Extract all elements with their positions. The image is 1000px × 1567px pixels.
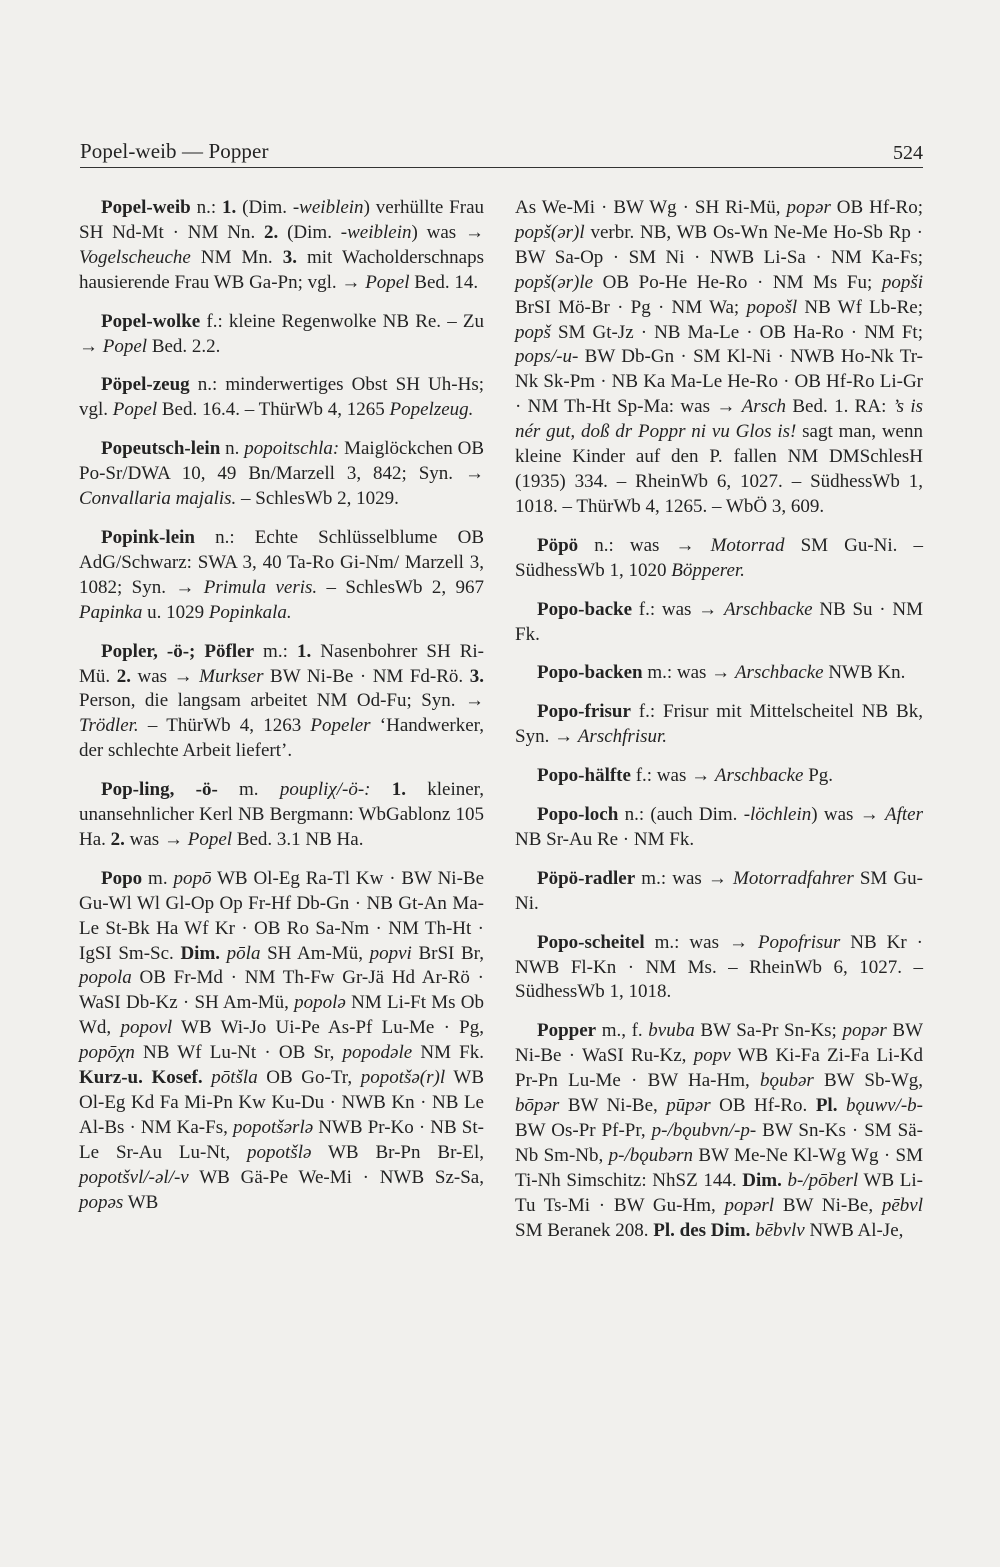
entry-text: BW Db-Gn · SM Kl-Ni · NWB Ho-Nk Tr-Nk Sk-Pm · NB Ka Ma-Le He-Ro · OB Hf-Ro Li-Gr · NM Th-Ht Sp-Ma: was → [515,346,923,418]
entry-text: (Dim. [236,197,293,218]
entry-text: WB Li-Tu Ts-Mi · BW Gu-Hm, [515,1169,923,1216]
entry-text: Pg. [803,765,834,787]
entry-text: BW Sa-Pr Sn-Ks; [694,1020,843,1042]
entry-text: BW Ni-Be · NM Fd-Rö. [263,665,470,687]
entry-italic-text: Primula veris. [203,576,318,598]
entry-text: NM Fk. [412,1042,484,1064]
entry-headword: 1. [296,640,312,662]
entry-headword: Popo-frisur [537,701,631,723]
entry-italic-text: Arschbacke [723,598,813,620]
entry-text: f.: was → [632,598,724,620]
entry-text: WB Ol-Eg Kd Fa Mi-Pn Kw Ku-Du · NWB Kn · NB Le Al-Bs · NM Ka-Fs, [79,1067,485,1138]
entry-popel-weib [79,196,484,296]
entry-text: ) was → [411,221,484,243]
entry-popo-backen [515,661,923,686]
entry-italic-text: Arschbacke [734,662,824,684]
entry-italic-text: popši [881,271,923,293]
entry-italic-text: bǫuwv/-b- [845,1095,923,1117]
entry-text: SM Gt-Jz · NB Ma-Le · OB Ha-Ro · NM Ft; [550,321,923,343]
entry-italic-text: popər [786,197,831,218]
entry-headword: Popo-scheitel [537,931,645,953]
entry-headword: 3. [282,246,297,268]
entry-text: m.: [254,640,297,662]
entry-text: As We-Mi · BW Wg · SH Ri-Mü, [515,197,787,218]
entry-text: m.: was → [644,931,758,953]
entry-text: BW Sb-Wg, [813,1070,924,1092]
entry-text: ) was → [811,804,885,826]
entry-headword: Kurz-u. Kosef. [79,1067,203,1089]
entry-italic-text: Arschbacke [714,765,804,787]
entry-italic-text: popotšlə [247,1141,312,1163]
entry-headword: 2. [116,665,131,687]
entry-text: NM Mn. [190,246,283,268]
entry-headword: Pl. des Dim. [653,1219,751,1241]
entry-text: Bed. 2.2. [147,335,221,357]
entry-text: WB Ki-Fa Zi-Fa Li-Kd Pr-Pn Lu-Me · BW Ha-Hm, [515,1045,923,1092]
entry-headword: Pöpö [537,534,579,556]
entry-italic-text: p-/bǫubərn [608,1144,694,1166]
entry-popink-lein [79,526,484,626]
entry-headword: Popper [537,1020,597,1042]
entry-text: m.: was → [642,662,735,684]
entry-text: BW Ni-Be · WaSI Ru-Kz, [515,1020,923,1067]
entry-popo-haelfte [515,764,923,789]
entry-italic-text: Vogelscheuche [79,246,191,268]
entry-text: was → [130,665,200,687]
entry-italic-text: Arschfrisur. [577,726,668,748]
entry-italic-text: bǫubər [759,1070,814,1092]
entry-text: WB Br-Pn Br-El, [311,1141,484,1163]
entry-text: Bed. 3.1 NB Ha. [232,828,364,850]
entry-headword: Pöpel-zeug [101,374,190,396]
entry-headword: Popo-backen [537,662,643,684]
entry-italic-text: Popel [365,271,410,293]
entry-italic-text: p-/bǫubvn/-p- [651,1120,757,1141]
entry-text: BW Ni-Be, [774,1194,882,1216]
entry-text: – ThürWb 4, 1263 [138,715,311,737]
entry-popler [79,640,484,765]
entry-text: NB Wf Lu-Nt · OB Sr, [134,1042,343,1064]
entry-text: OB Hf-Ro; [830,197,923,218]
entry-headword: Pöpö-radler [537,867,636,889]
entry-popo [79,867,484,1216]
entry-headword: Dim. [742,1169,782,1191]
entry-text: Maiglöckchen OB Po-Sr/DWA 10, 49 Bn/Marzell 3, 842; Syn. → [79,438,485,485]
entry-italic-text: Popofrisur [757,931,841,953]
entry-text: verbr. NB, WB Os-Wn Ne-Me Ho-Sb Rp · BW Sa-Op · SM Ni · NWB Li-Sa · NM Ka-Fs; [515,221,923,268]
entry-italic-text: popodəle [342,1042,413,1064]
entry-text: SH Am-Mü, [260,942,370,964]
entry-headword: Popo-backe [537,598,632,620]
entry-italic-text: After [884,804,923,826]
entry-text: WB Ol-Eg Ra-Tl Kw · BW Ni-Be Gu-Wl Wl Gl-Op Op Fr-Hf Db-Gn · NB Gt-An Ma-Le St-Bk Ha Wf Kr · OB Ro Sa-Nm · NM Th-Ht · IgSI Sm-Sc. [79,867,484,964]
entry-text: (Dim. [278,221,341,243]
entry-italic-text: -weiblein [340,221,412,243]
entry-text: m. [142,867,174,889]
entry-text: f.: kleine Regenwolke NB Re. – Zu → [79,310,484,357]
entry-italic-text: -weiblein [292,197,364,218]
entry-italic-text: Motorrad [710,534,785,556]
entry-italic-text: popolə [294,992,346,1014]
entry-text: WB Gä-Pe We-Mi · NWB Sz-Sa, [188,1166,484,1188]
entry-italic-text: popš(ər)le [515,271,594,293]
entry-text: BW Ni-Be, [559,1095,667,1117]
entry-italic-text: popoitschla: [244,438,340,460]
entry-text: NB Sr-Au Re · NM Fk. [515,828,695,850]
entry-popper [515,1019,923,1243]
entry-italic-text: Trödler. [79,715,139,737]
entry-text: m. [217,779,280,801]
left-column [79,196,484,1230]
entry-italic-text: popš(ər)l [515,221,585,243]
entry-headword: Popo-hälfte [537,765,631,787]
entry-text: BW Os-Pr Pf-Pr, [515,1120,652,1141]
entry-italic-text: pēbvl [881,1194,923,1216]
entry-text: mit Wacholderschnaps hausierende Frau WB Ga-Pn; vgl. → [79,246,485,293]
entry-text: ) verhüllte Frau SH Nd-Mt · NM Nn. [79,197,484,243]
entry-text: Bed. 16.4. – ThürWb 4, 1265 [157,399,390,421]
entry-text: SM Beranek 208. [515,1219,654,1241]
entry-text: NWB Al-Je, [804,1219,904,1241]
entry-poepoe-radler [515,867,923,917]
entry-headword: 1. [222,197,237,218]
entry-italic-text: Popel [187,828,233,850]
entry-italic-text: popola [79,967,132,989]
entry-italic-text: popotšərlə [232,1116,314,1138]
entry-text: SM Gu-Ni. [515,867,923,914]
entry-italic-text: pops/-u- [515,346,579,368]
entry-italic-text: Popelzeug. [389,399,474,421]
entry-italic-text: popovl [120,1017,173,1039]
entry-italic-text: b-/pōberl [787,1169,859,1191]
entry-text: BW Sn-Ks · SM Sä-Nb Sm-Nb, [515,1120,923,1166]
entry-popo-loch [515,803,923,853]
entry-italic-text: popvi [369,942,412,964]
entry-italic-text: popošl [746,296,798,318]
entry-text: n. [220,438,245,460]
entry-text: BrSI Mö-Br · Pg · NM Wa; [515,296,747,318]
entry-popo-frisur [515,700,923,750]
entry-headword: 2. [264,221,279,243]
entry-italic-text: popotšvl/-əl/-v [79,1166,189,1188]
entry-text: OB Po-He He-Ro · NM Ms Fu; [593,271,882,293]
entry-italic-text: ’s is nér gut, doß dr Poppr ni vu Glos is! [515,396,923,443]
entry-italic-text: popō [173,867,212,889]
entry-text [837,1095,846,1116]
entry-text: n.: was → [578,534,711,556]
entry-italic-text: pouplіχ/-ö-: [279,779,371,801]
entry-text: u. 1029 [142,601,209,623]
entry-text: BrSI Br, [411,942,485,964]
entry-text: NB Wf Lb-Re; [797,296,924,318]
entry-text: n.: (auch Dim. [618,804,744,826]
entry-text: ‘Handwerker, der schlechte Arbeit liefert’. [79,715,484,762]
entry-text: NB Kr · NWB Fl-Kn · NM Ms. – RheinWb 6, 1027. – SüdhessWb 1, 1018. [515,931,923,1003]
entry-text: f.: was → [630,765,715,787]
entry-italic-text: popər [842,1020,887,1042]
entry-italic-text: bvuba [648,1020,695,1042]
entry-text: kleiner, unansehnlicher Kerl NB Bergmann: WbGablonz 105 Ha. [79,779,484,850]
entry-headword: Popink-lein [101,526,195,548]
entry-italic-text: Motorradfahrer [733,867,854,889]
entry-headword: Popler, -ö-; Pöfler [101,640,254,662]
entry-text: BW Me-Ne Kl-Wg Wg · SM Ti-Nh Simschitz: NhSZ 144. [515,1144,923,1191]
entry-popel-wolke [79,310,484,360]
entry-text: NB Su · NM Fk. [515,598,924,645]
entry-popo-scheitel [515,931,923,1006]
entry-headword: Popo [101,867,143,889]
entry-text: SM Gu-Ni. – SüdhessWb 1, 1020 [515,534,924,581]
entry-headword: Pl. [815,1095,838,1117]
entry-text: f.: Frisur mit Mittelscheitel NB Bk, Syn. → [515,701,923,748]
entry-text: WB Wi-Jo Ui-Pe As-Pf Lu-Me · Pg, [172,1017,484,1039]
entry-text: n.: [190,197,222,218]
entry-popo-cont [515,196,923,520]
entry-italic-text: popəs [79,1191,124,1213]
entry-headword: 3. [469,665,484,687]
entry-italic-text: Böpperer. [671,559,745,581]
entry-italic-text: popotšə(r)l [360,1067,446,1089]
entry-italic-text: Murkser [199,665,264,687]
entry-text: sagt man, wenn kleine Kinder auf den P. fallen NM DMSchlesH (1935) 334. – RheinWb 6, 1027. – SüdhessWb 1, 1018. – ThürWb 4, 1265. – WbÖ 3, 609. [515,421,923,517]
entry-headword: Dim. [180,942,221,964]
entry-text: WB [123,1191,159,1213]
entry-popeutsch-lein [79,437,484,512]
entry-text [203,1067,212,1088]
entry-italic-text: Popel [102,335,148,357]
entry-italic-text: Popeler [310,715,371,737]
entry-text: Bed. 14. [409,271,479,293]
entry-text [371,779,392,800]
entry-headword: Pop-ling, -ö- [101,779,218,801]
entry-text: NM Li-Ft Ms Ob Wd, [79,992,484,1039]
entry-italic-text: popōχn [79,1042,135,1064]
entry-popo-backe [515,598,923,648]
entry-italic-text: Convallaria majalis. [79,488,237,510]
entry-text: – SchlesWb 2, 967 [317,576,484,598]
entry-italic-text: Arsch [741,396,787,418]
entry-text: was → [124,828,188,850]
entry-italic-text: bōpər [515,1095,560,1117]
entry-italic-text: popš [515,321,551,343]
entry-italic-text: pūpər [666,1095,711,1117]
entry-poepel-zeug [79,373,484,423]
entry-italic-text: Papinka [79,601,143,623]
entry-text [220,943,227,964]
page-number: 524 [893,142,923,164]
entry-text: NWB Kn. [823,662,906,684]
entry-italic-text: popv [693,1045,731,1067]
entry-text: n.: Echte Schlüsselblume OB AdG/Schwarz: SWA 3, 40 Ta-Ro Gi-Nm/ Marzell 3, 1082; Syn. → [79,526,484,598]
entry-text: Person, die langsam arbeitet NM Od-Fu; Syn. → [79,690,484,712]
entry-text: m.: was → [635,867,734,889]
entry-text: OB Hf-Ro. [710,1095,816,1117]
entry-text: Bed. 1. RA: [786,396,893,418]
entry-poepoe [515,534,923,584]
entry-headword: Popel-weib [101,197,191,218]
header-title: Popel-weib — Popper [80,139,269,163]
entry-pop-ling [79,778,484,853]
entry-italic-text: bēbvlv [755,1219,805,1241]
entry-text: NWB Pr-Ko · NB St-Le Sr-Au Lu-Nt, [79,1116,484,1163]
entry-headword: 1. [391,779,406,801]
entry-headword: Popel-wolke [101,310,201,332]
entry-headword: 2. [110,828,125,850]
entry-italic-text: Popel [112,399,158,421]
entry-text: n.: minderwertiges Obst SH Uh-Hs; vgl. [79,374,484,421]
entry-italic-text: -löchlein [743,804,812,826]
entry-headword: Popeutsch-lein [101,438,221,460]
entry-text: OB Fr-Md · NM Th-Fw Gr-Jä Hd Ar-Rö · WaSI Db-Kz · SH Am-Mü, [79,967,484,1014]
entry-italic-text: pōtšla [211,1067,258,1089]
entry-text: m., f. [596,1020,649,1042]
entry-text: Nasenbohrer SH Ri-Mü. [79,640,484,687]
entry-italic-text: popərl [724,1194,775,1216]
entry-headword: Popo-loch [537,804,619,826]
right-column [515,196,923,1258]
entry-text: – SchlesWb 2, 1029. [236,488,399,510]
entry-text: OB Go-Tr, [257,1067,361,1089]
entry-italic-text: Popinkala. [208,601,292,623]
entry-italic-text: pōla [226,942,261,964]
running-header [80,137,923,168]
